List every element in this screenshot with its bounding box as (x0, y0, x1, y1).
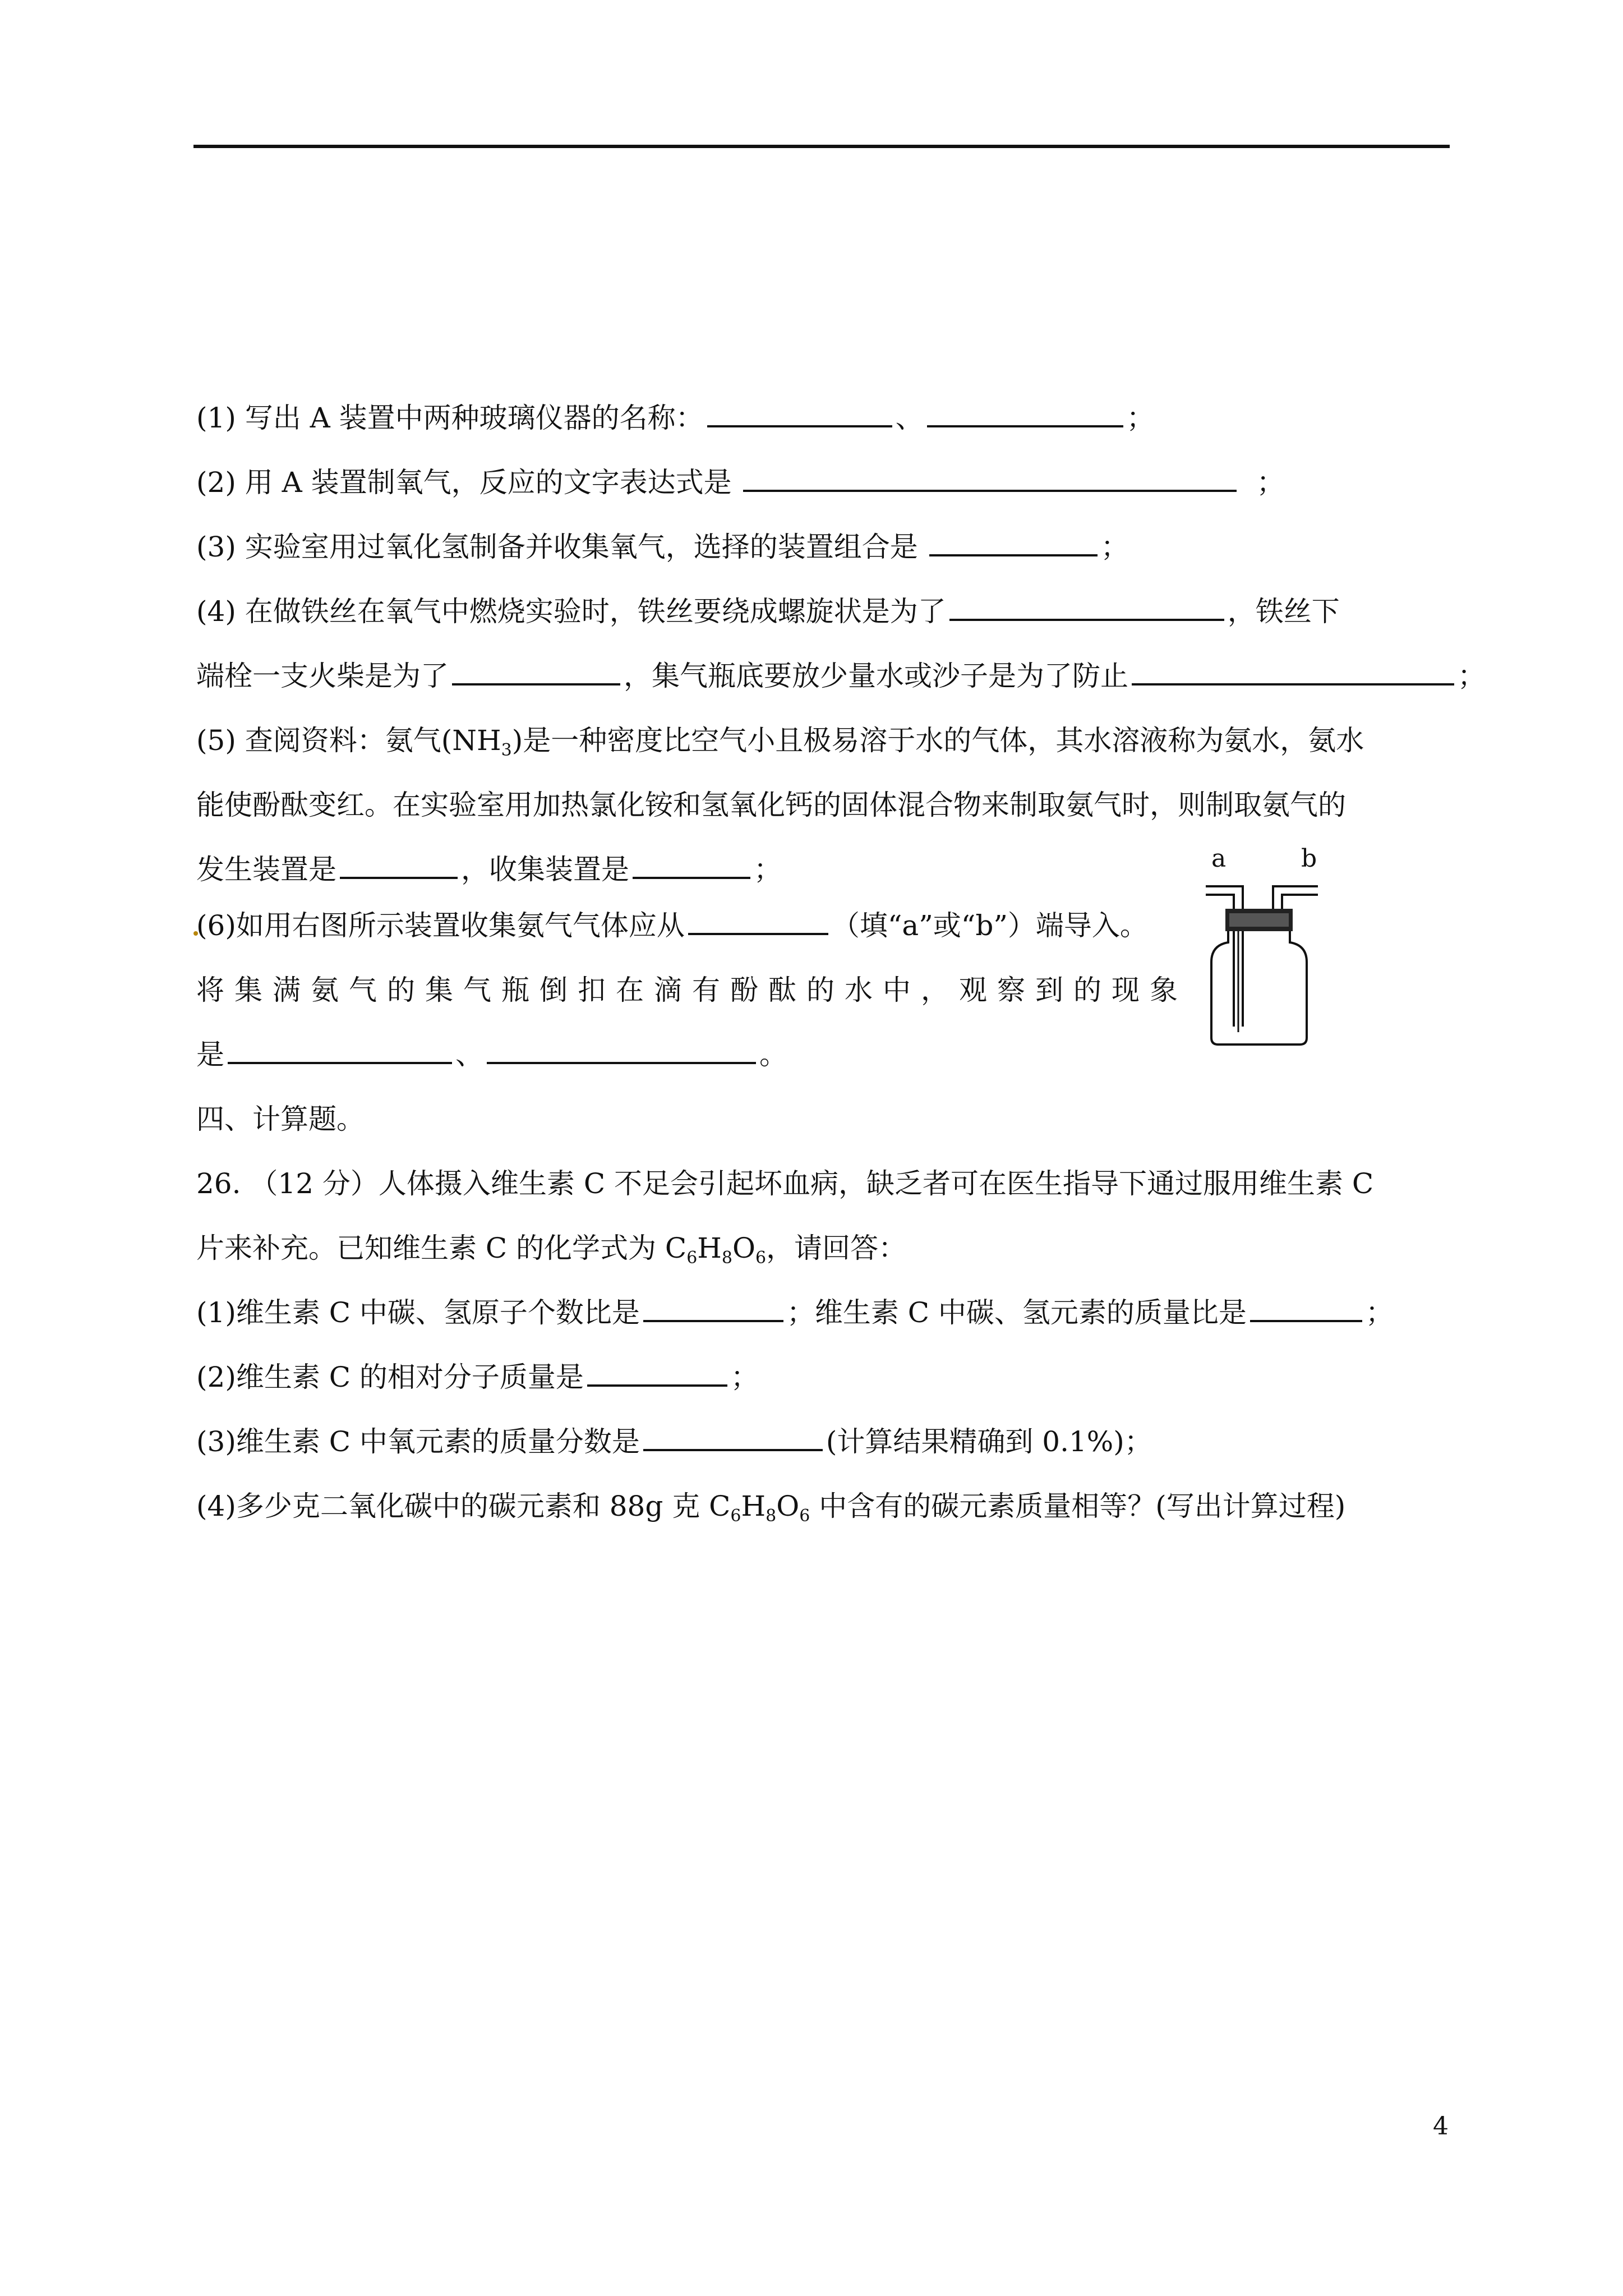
question-4-line-1: (4) 在做铁丝在氧气中燃烧实验时，铁丝要绕成螺旋状是为了 ，铁丝下 (196, 592, 1340, 631)
answer-blank[interactable] (452, 657, 620, 685)
question-6-line-1: (6)如用右图所示装置收集氨气气体应从 （填“a”或“b”）端导入。 (196, 906, 1148, 945)
page-number: 4 (1433, 2112, 1449, 2141)
question-3: (3) 实验室用过氧化氢制备并收集氧气，选择的装置组合是 ； (196, 527, 1129, 567)
header-rule (193, 145, 1450, 148)
answer-blank[interactable] (1250, 1294, 1362, 1322)
question-26-part-4: (4)多少克二氧化碳中的碳元素和 88g 克 $C_6H_8O_6$ 中含有的碳元素质量相等？(写出计算过程) (196, 1490, 1346, 1526)
question-26-line-1: 26. （12 分）人体摄入维生素 C 不足会引起坏血病，缺乏者可在医生指导下通过服用维生素 C (196, 1167, 1374, 1200)
question-6-line-2: 将集满氨气的集气瓶倒扣在滴有酚酞的水中，观察到的现象 (196, 974, 1188, 1006)
tube-label-b: b (1301, 844, 1317, 873)
tube-label-a: a (1211, 844, 1227, 873)
answer-blank[interactable] (929, 528, 1098, 556)
answer-blank[interactable] (707, 399, 892, 427)
answer-blank[interactable] (927, 399, 1123, 427)
question-5-line-1: (5) 查阅资料：氨气$(NH_3)$是一种密度比空气小且极易溶于水的气体，其水溶液称为氨水，氨水 (196, 724, 1364, 760)
question-26-part-1: (1)维生素 C 中碳、氢原子个数比是 ；维生素 C 中碳、氢元素的质量比是 ； (196, 1293, 1394, 1332)
gas-collection-bottle-figure (1189, 841, 1374, 1055)
answer-blank[interactable] (340, 851, 458, 879)
answer-blank[interactable] (1132, 657, 1454, 685)
question-26-part-3: (3)维生素 C 中氧元素的质量分数是 (计算结果精确到 0.1%)； (196, 1422, 1152, 1461)
question-2: (2) 用 A 装置制氧气，反应的文字表达式是 ； (196, 463, 1285, 502)
question-1: (1) 写出 A 装置中两种玻璃仪器的名称： 、 ； (196, 398, 1155, 438)
question-5-line-2: 能使酚酞变红。在实验室用加热氯化铵和氢氧化钙的固体混合物来制取氨气时，则制取氨气的 (196, 789, 1346, 821)
question-6-line-3: 是 、 。 (196, 1035, 787, 1074)
answer-blank[interactable] (587, 1359, 727, 1387)
answer-blank[interactable] (743, 464, 1237, 492)
gas-bottle-icon (1189, 841, 1374, 1055)
answer-blank[interactable] (487, 1036, 756, 1064)
answer-blank[interactable] (949, 593, 1224, 621)
question-26-part-2: (2)维生素 C 的相对分子质量是 ； (196, 1358, 759, 1397)
answer-blank[interactable] (643, 1294, 783, 1322)
question-4-line-2: 端栓一支火柴是为了 ，集气瓶底要放少量水或沙子是为了防止 ； (196, 656, 1486, 696)
answer-blank[interactable] (228, 1036, 452, 1064)
question-26-line-2: 片来补充。已知维生素 C 的化学式为 $C_6H_8O_6$，请回答： (196, 1232, 907, 1268)
section-title: 四、计算题。 (196, 1103, 365, 1135)
question-5-line-3: 发生装置是 ，收集装置是 ； (196, 850, 782, 889)
answer-blank[interactable] (643, 1423, 823, 1451)
answer-blank[interactable] (688, 907, 828, 935)
answer-blank[interactable] (633, 851, 750, 879)
